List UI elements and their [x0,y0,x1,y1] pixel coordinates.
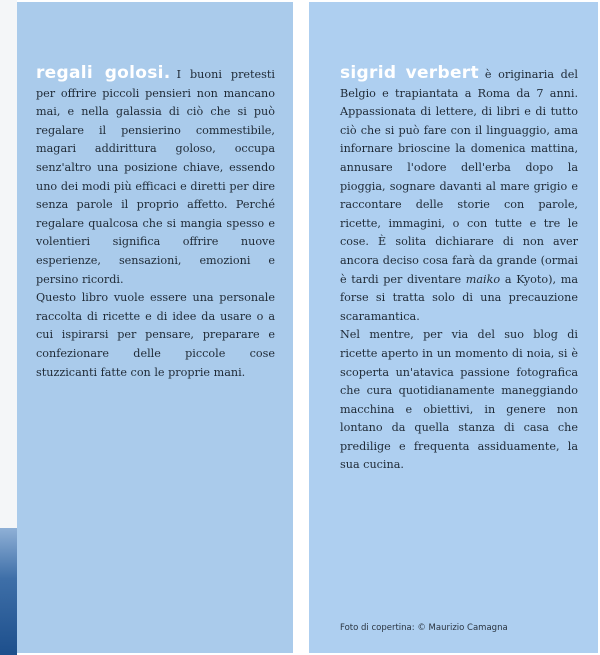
author-second-paragraph: Nel mentre, per via del suo blog di ricette aperto in un momento di noia, si è scoperta un'atavica passione fotografica che cura quotidianamente maneggiando macchina e obiettivi, in genere non lontano da quella stanza di casa che predilige e frequenta assiduamente, la sua cucina. [340,328,578,472]
left-heading: regali golosi. [36,63,171,83]
photo-credit: Foto di copertina: © Maurizio Camagna [340,623,508,633]
author-bio-text-b: a Kyoto), ma forse si tratta solo di una precauzione scaramantica. [340,272,579,323]
left-second-paragraph: Questo libro vuole essere una personale raccolta di ricette e di idee da usare o a cui ispirarsi per pensare, preparare e confezionare delle piccole cose stuzzicanti fatte con le proprie mani. [36,291,275,379]
cover-photo-edge [0,528,17,655]
left-intro-paragraph [36,64,275,289]
author-bio-paragraph [340,64,578,326]
author-name-heading: sigrid verbert [340,63,479,83]
left-flap-panel [17,2,293,653]
author-bio-italic: maiko [465,272,501,286]
gutter [293,0,309,655]
author-bio-text-a: è originaria del Belgio e trapiantata a Roma da 7 anni. Appassionata di lettere, di libri e di tutto ciò che si può fare con il linguaggio, ama infornare brioscine la domenica mattina, annusare l'odore dell'erba dopo la pioggia, sognare davanti al mare grigio e raccontare delle storie con parole, ricette, immagini, o con tutte e tre le cose. È solita dichiarare di non aver ancora deciso cosa farà da grande (ormai è tardi per diventare [340,68,578,286]
left-intro-text: I buoni pretesti per offrire piccoli pensieri non mancano mai, e nella galassia di ciò che si può regalare il pensierino commestibile, magari addirittura goloso, occupa senz'altro una posizione chiave, essendo uno dei modi più efficaci e diretti per dire senza parole il proprio affetto. Perché regalare qualcosa che si mangia spesso e volentieri significa offrire nuove esperienze, sensazioni, emozioni e persino ricordi. [36,68,275,286]
right-flap-panel [309,2,598,653]
